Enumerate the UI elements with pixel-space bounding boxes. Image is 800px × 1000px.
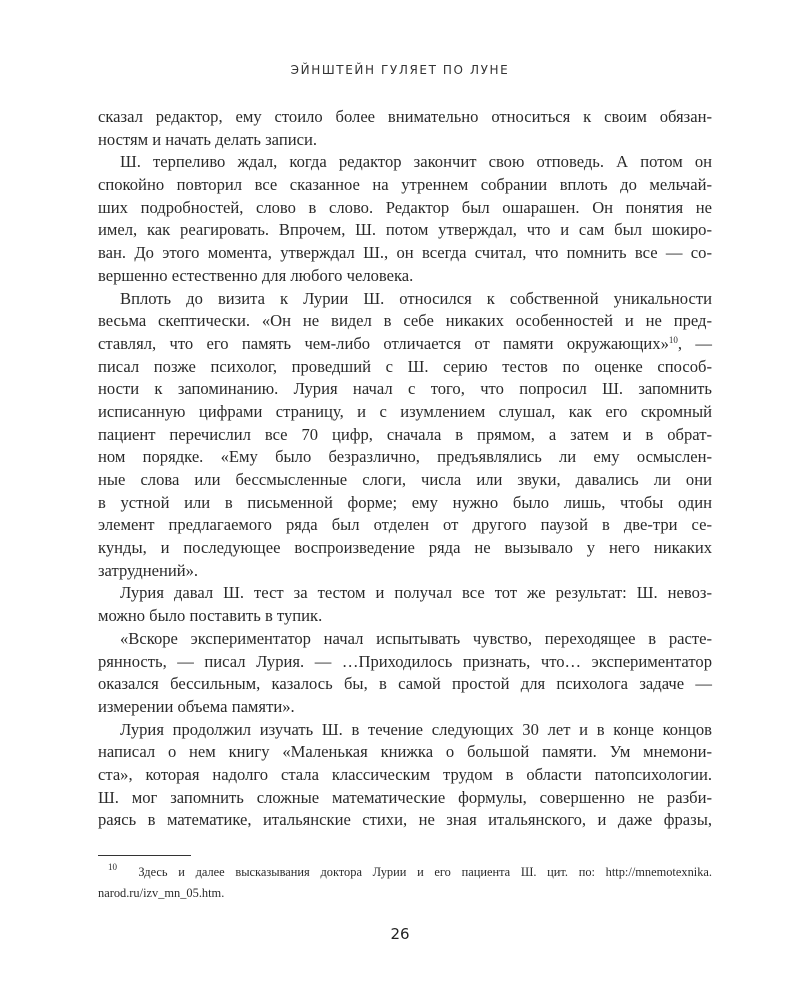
text-line: писал позже психолог, проведший с Ш. серию тестов по оценке способ- bbox=[98, 356, 712, 376]
text-line: пациент перечислил все 70 цифр, сначала в прямом, а затем и в обрат- bbox=[98, 424, 712, 444]
text-line: написал о нем книгу «Маленькая книжка о большой памяти. Ум мнемони- bbox=[98, 742, 712, 762]
text-line: ста», которая надолго стала классическим трудом в области патопсихологии. bbox=[98, 764, 712, 784]
text-line: Ш. мог запомнить сложные математические формулы, совершенно не разби- bbox=[98, 787, 712, 807]
text-line: весьма скептически. «Он не видел в себе никаких особенностей и не пред- bbox=[98, 311, 712, 331]
text-line: Ш. терпеливо ждал, когда редактор закончит свою отповедь. А потом он bbox=[120, 152, 712, 172]
text-line: ности к запоминанию. Лурия начал с того, что попросил Ш. запомнить bbox=[98, 379, 712, 399]
body-text bbox=[98, 106, 712, 832]
footnote-line: narod.ru/izv_mn_05.htm. bbox=[98, 885, 225, 900]
text-line: затруднений». bbox=[98, 560, 199, 580]
text-line: рянность, — писал Лурия. — …Приходилось признать, что… экспериментатор bbox=[98, 651, 712, 671]
text-line: в устной или в письменной форме; ему нужно было лишь, чтобы один bbox=[98, 492, 712, 512]
text-line: сказал редактор, ему стоило более внимательно относиться к своим обязан- bbox=[98, 107, 712, 126]
text-line: ные слова или бессмысленные слоги, числа или звуки, давались ли они bbox=[98, 470, 712, 489]
text-line: ван. До этого момента, утверждал Ш., он всегда считал, что помнить все — со- bbox=[98, 243, 712, 263]
running-header: ЭЙНШТЕЙН ГУЛЯЕТ ПО ЛУНЕ bbox=[290, 63, 510, 77]
footnote-divider bbox=[98, 855, 191, 856]
paragraph bbox=[98, 628, 712, 719]
text-line: измерении объема памяти». bbox=[98, 696, 295, 716]
footnote-reference[interactable]: 10 bbox=[668, 334, 678, 345]
text-line: Лурия продолжил изучать Ш. в течение следующих 30 лет и в конце концов bbox=[120, 719, 712, 739]
text-line: исписанную цифрами страницу, и с изумлением слушал, как его скромный bbox=[98, 401, 712, 421]
text-line: элемент предлагаемого ряда был отделен от другого паузой в две-три се- bbox=[98, 515, 712, 535]
text-line: имел, как реагировать. Впрочем, Ш. потом утверждал, что и сам был шокиро- bbox=[98, 220, 712, 240]
text-line: кунды, и последующее воспроизведение ряда не вызывало у него никаких bbox=[98, 538, 712, 558]
text-segment: , — bbox=[677, 333, 712, 353]
text-line: вершенно естественно для любого человека. bbox=[98, 265, 414, 285]
footnote-line bbox=[98, 862, 712, 883]
paragraph bbox=[98, 288, 712, 583]
text-line: ших подробностей, слово в слово. Редактор был ошарашен. Он понятия не bbox=[98, 197, 712, 217]
text-line: спокойно повторил все сказанное на утреннем собрании вплоть до мельчай- bbox=[98, 175, 712, 195]
page-number: 26 bbox=[390, 925, 410, 943]
footnote bbox=[98, 862, 712, 903]
paragraph bbox=[98, 719, 712, 832]
text-line bbox=[98, 333, 712, 356]
text-line: раясь в математике, итальянские стихи, не зная итальянского, и даже фразы, bbox=[98, 810, 712, 830]
text-line: Вплоть до визита к Лурии Ш. относился к собственной уникальности bbox=[120, 288, 712, 308]
paragraph bbox=[98, 106, 712, 151]
paragraph bbox=[98, 151, 712, 287]
footnote-text: Здесь и далее высказывания доктора Лурии и его пациента Ш. цит. по: http://mnemotexnika. bbox=[138, 865, 712, 879]
text-line: ностям и начать делать записи. bbox=[98, 129, 317, 149]
text-line: Лурия давал Ш. тест за тестом и получал все тот же результат: Ш. невоз- bbox=[120, 583, 712, 603]
text-line: можно было поставить в тупик. bbox=[98, 606, 323, 626]
text-line: оказался бессильным, казалось бы, в самой простой для психолога задаче — bbox=[98, 674, 712, 694]
footnote-number: 10 bbox=[108, 862, 117, 872]
text-line: ном порядке. «Ему было безразлично, предъявлялись ли ему осмыслен- bbox=[98, 447, 712, 467]
text-segment: ставлял, что его память чем-либо отличается от памяти окружающих» bbox=[98, 333, 669, 353]
paragraph bbox=[98, 582, 712, 627]
text-line: «Вскоре экспериментатор начал испытывать чувство, переходящее в расте- bbox=[120, 628, 712, 648]
